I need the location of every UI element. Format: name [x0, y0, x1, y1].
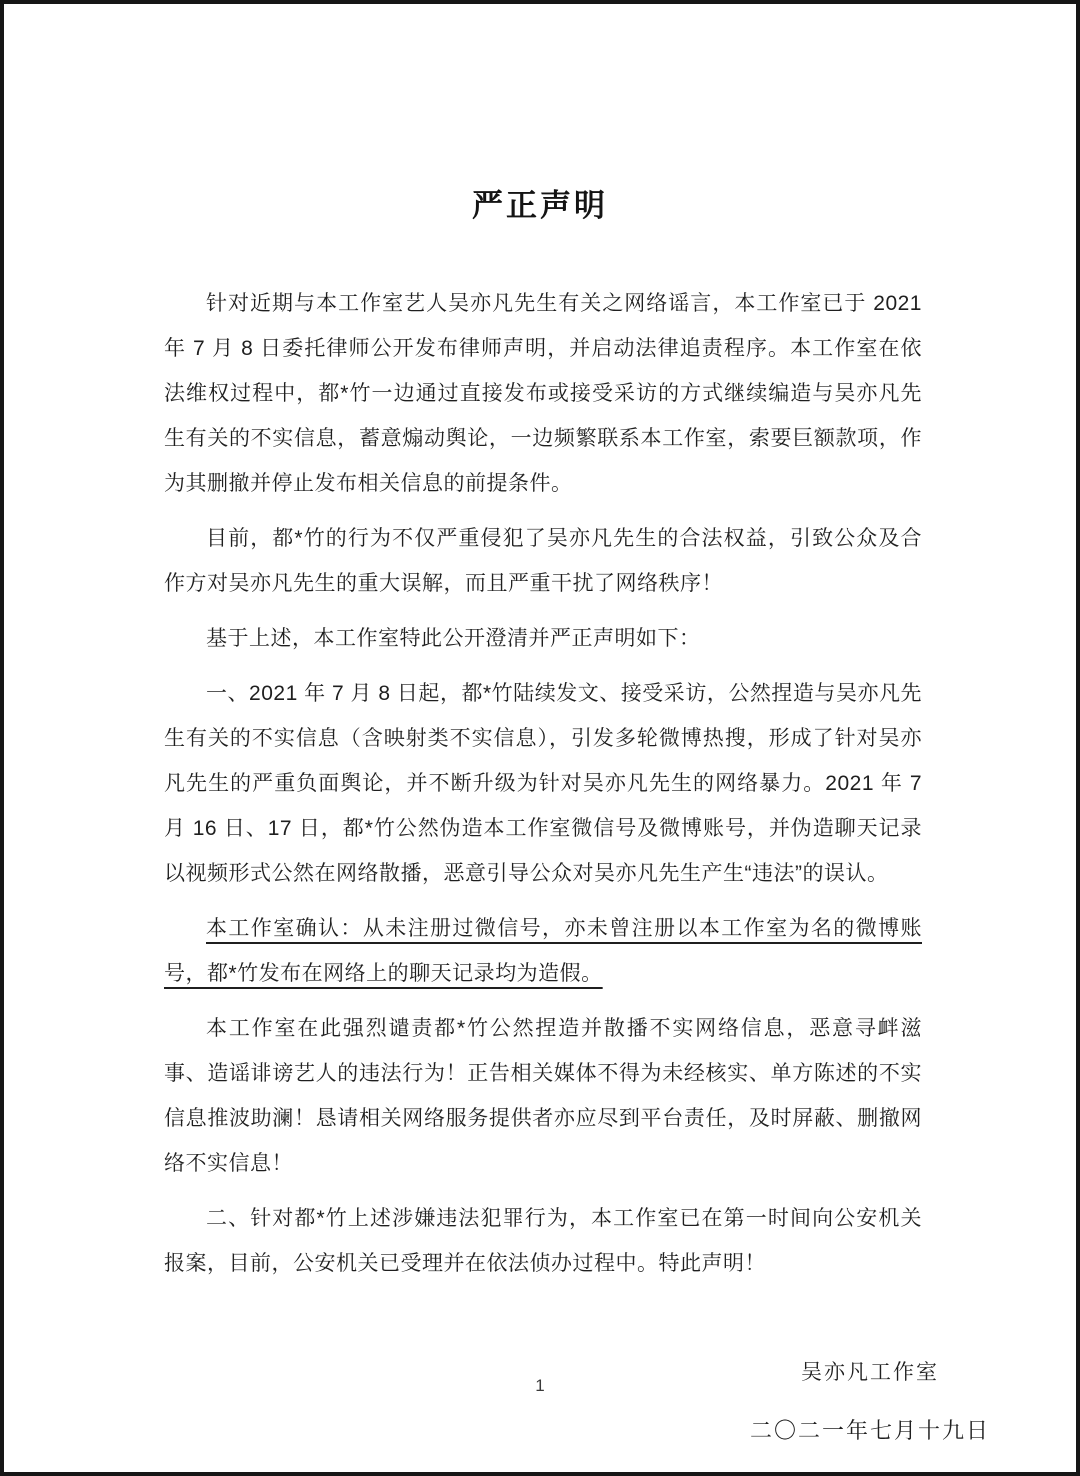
statement-paragraph: 一、2021 年 7 月 8 日起，都*竹陆续发文、接受采访，公然捏造与吴亦凡先生有关的不实信息（含映射类不实信息），引发多轮微博热搜，形成了针对吴亦凡先生的严重负面舆论，并不断升级为针对吴亦凡先生的网络暴力。2021 年 7 月 16 日、17 日，都*竹公然伪造本工作室微信号及微博账号，并伪造聊天记录以视频形式公然在网络散播，恶意引导公众对吴亦凡先生产生“违法”的误认。: [164, 682, 922, 885]
statement-paragraph: 针对近期与本工作室艺人吴亦凡先生有关之网络谣言，本工作室已于 2021 年 7 月 8 日委托律师公开发布律师声明，并启动法律追责程序。本工作室在依法维权过程中，都*竹一边通过直接发布或接受采访的方式继续编造与吴亦凡先生有关的不实信息，蓄意煽动舆论，一边频繁联系本工作室，索要巨额款项，作为其删撤并停止发布相关信息的前提条件。: [164, 292, 922, 495]
statement-paragraph: 二、针对都*竹上述涉嫌违法犯罪行为，本工作室已在第一时间向公安机关报案，目前，公安机关已受理并在依法侦办过程中。特此声明！: [164, 1207, 922, 1275]
statement-paragraph: 目前，都*竹的行为不仅严重侵犯了吴亦凡先生的合法权益，引致公众及合作方对吴亦凡先生的重大误解，而且严重干扰了网络秩序！: [164, 527, 922, 595]
signature-name: 吴亦凡工作室: [800, 1361, 939, 1384]
signature-block: [750, 1358, 990, 1446]
signature-date: 二〇二一年七月十九日: [749, 1418, 990, 1443]
statement-body: [164, 281, 922, 1286]
page-number: 1: [535, 1376, 545, 1395]
statement-title: 严正声明: [472, 188, 608, 223]
statement-paragraph: 基于上述，本工作室特此公开澄清并严正声明如下：: [206, 627, 701, 650]
statement-paragraph-underlined: 本工作室确认：从未注册过微信号，亦未曾注册以本工作室为名的微博账号，都*竹发布在网络上的聊天记录均为造假。: [164, 917, 922, 985]
statement-paragraph: 本工作室在此强烈谴责都*竹公然捏造并散播不实网络信息，恶意寻衅滋事、造谣诽谤艺人的违法行为！正告相关媒体不得为未经核实、单方陈述的不实信息推波助澜！恳请相关网络服务提供者亦应尽到平台责任，及时屏蔽、删撤网络不实信息！: [164, 1017, 922, 1175]
